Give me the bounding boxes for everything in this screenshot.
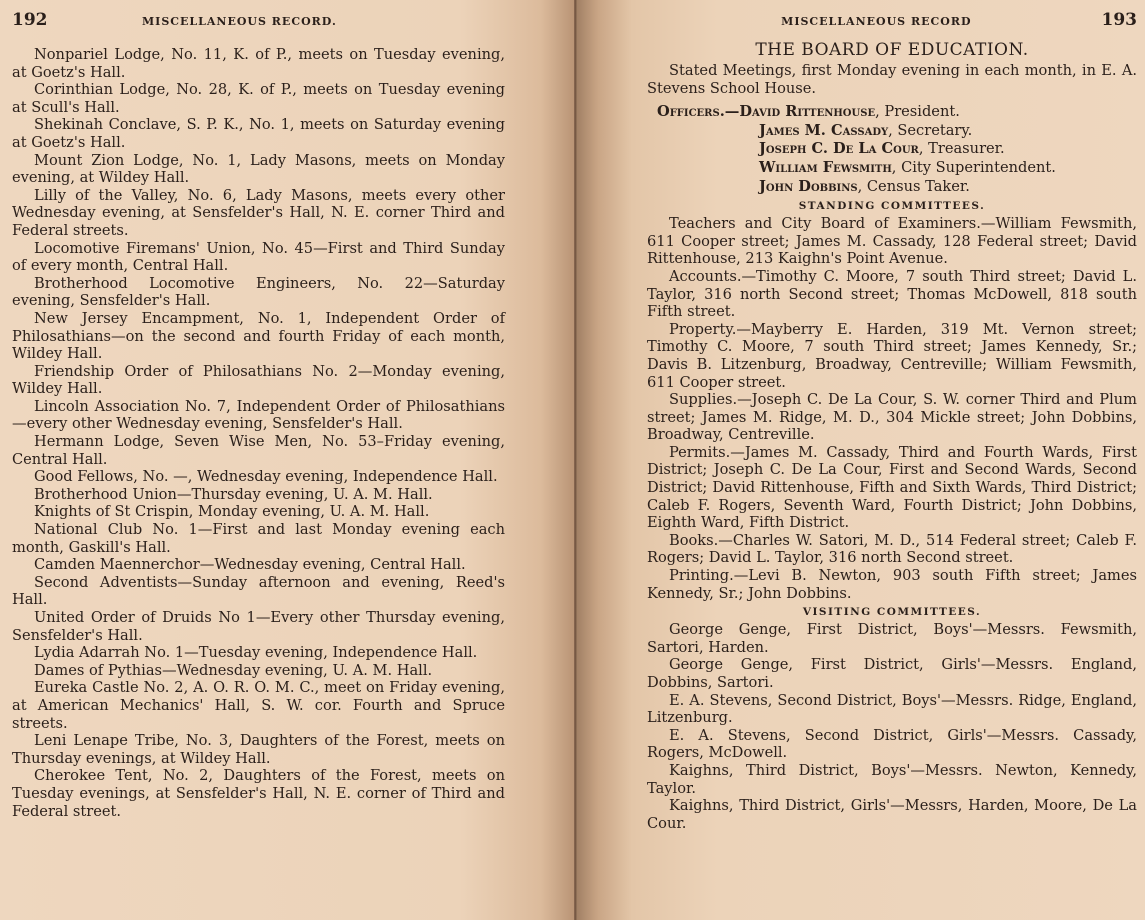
section-title: THE BOARD OF EDUCATION. <box>755 40 1029 60</box>
committee-entry: Books.—Charles W. Satori, M. D., 514 Federal street; Caleb F. Rogers; David L. Taylor, 316 north Second street. <box>647 531 1137 567</box>
society-entry: National Club No. 1—First and last Monday evening each month, Gaskill's Hall. <box>12 521 505 556</box>
standing-committees-list <box>647 215 1137 602</box>
visiting-entry: E. A. Stevens, Second District, Boys'—Messrs. Ridge, England, Litzenburg. <box>647 691 1137 727</box>
book-gutter <box>574 0 577 920</box>
standing-committees-heading: STANDING COMMITTEES. <box>798 200 986 213</box>
right-page-number: 193 <box>1101 10 1137 30</box>
society-entry: Cherokee Tent, No. 2, Daughters of the Forest, meets on Tuesday evenings, at Sensfelder's Hall, N. E. corner of Third and Federal street. <box>12 767 505 820</box>
society-entry: Hermann Lodge, Seven Wise Men, No. 53–Friday evening, Central Hall. <box>12 433 505 468</box>
committee-entry: Permits.—James M. Cassady, Third and Fourth Wards, First District; Joseph C. De La Cour, First and Second Wards, Second District; David Rittenhouse, Fifth and Sixth Wards, Third District; Caleb F. Rogers, Seventh Ward, Fourth District; John Dobbins, Eighth Ward, Fifth District. <box>647 443 1137 532</box>
left-running-head <box>12 10 505 36</box>
officer-name: William Fewsmith <box>759 158 892 176</box>
left-page-number: 192 <box>12 10 48 30</box>
visiting-entry: George Genge, First District, Girls'—Messrs. England, Dobbins, Sartori. <box>647 656 1137 691</box>
officer-name: David Rittenhouse <box>739 103 876 121</box>
right-running-head <box>647 10 1137 36</box>
committee-entry: Printing.—Levi B. Newton, 903 south Fifth street; James Kennedy, Sr.; John Dobbins. <box>647 567 1137 602</box>
visiting-entry: E. A. Stevens, Second District, Girls'—Messrs. Cassady, Rogers, McDowell. <box>647 726 1137 762</box>
officers-label: Officers.— <box>657 103 740 121</box>
society-entry: Good Fellows, No. —, Wednesday evening, Independence Hall. <box>34 468 498 486</box>
visiting-entry: George Genge, First District, Boys'—Messrs. Fewsmith, Sartori, Harden. <box>647 621 1137 656</box>
society-entry: Leni Lenape Tribe, No. 3, Daughters of the Forest, meets on Thursday evenings, at Wildey Hall. <box>12 732 505 767</box>
officer-row <box>647 103 1137 122</box>
society-entry: Knights of St Crispin, Monday evening, U. A. M. Hall. <box>34 503 430 521</box>
left-running-title: MISCELLANEOUS RECORD. <box>142 15 337 28</box>
stated-meetings-block <box>647 62 1137 97</box>
committee-entry: Property.—Mayberry E. Harden, 319 Mt. Vernon street; Timothy C. Moore, 7 south Third street; James Kennedy, Sr.; Davis B. Litzenburg, Broadway, Centreville; William Fewsmith, 611 Cooper street. <box>647 320 1137 391</box>
society-entry: Friendship Order of Philosathians No. 2—Monday evening, Wildey Hall. <box>12 362 505 398</box>
officer-role: , Treasurer. <box>918 140 1005 158</box>
officer-row <box>647 140 1137 159</box>
officer-role: , City Superintendent. <box>891 158 1056 176</box>
visiting-entry: Kaighns, Third District, Girls'—Messrs, Harden, Moore, De La Cour. <box>647 797 1137 832</box>
society-entry: Mount Zion Lodge, No. 1, Lady Masons, meets on Monday evening, at Wildey Hall. <box>12 151 505 187</box>
committee-entry: Accounts.—Timothy C. Moore, 7 south Third street; David L. Taylor, 316 north Second street; Thomas McDowell, 818 south Fifth street. <box>647 267 1137 321</box>
society-entry: Shekinah Conclave, S. P. K., No. 1, meets on Saturday evening at Goetz's Hall. <box>12 116 505 151</box>
society-entry: Camden Maennerchor—Wednesday evening, Central Hall. <box>34 556 466 574</box>
officers-list <box>647 103 1137 196</box>
visiting-committees-heading: VISITING COMMITTEES. <box>802 606 982 619</box>
society-entry: Lincoln Association No. 7, Independent Order of Philosathians—every other Wednesday evening, Sensfelder's Hall. <box>12 397 505 433</box>
visiting-committees-list <box>647 621 1137 832</box>
society-entry: Corinthian Lodge, No. 28, K. of P., meets on Tuesday evening at Scull's Hall. <box>12 81 505 116</box>
society-entry: Nonpariel Lodge, No. 11, K. of P., meets on Tuesday evening, at Goetz's Hall. <box>12 46 505 81</box>
officer-row <box>647 178 1137 197</box>
officer-name: James M. Cassady <box>759 121 889 139</box>
right-running-title: MISCELLANEOUS RECORD <box>781 15 972 28</box>
society-entry: Brotherhood Union—Thursday evening, U. A. M. Hall. <box>34 485 433 503</box>
officer-row <box>647 122 1137 141</box>
officer-name: Joseph C. De La Cour <box>759 140 919 158</box>
committee-entry: Supplies.—Joseph C. De La Cour, S. W. corner Third and Plum street; James M. Ridge, M. D., 304 Mickle street; John Dobbins, Broadway, Centreville. <box>647 391 1137 444</box>
society-entry: Second Adventists—Sunday afternoon and evening, Reed's Hall. <box>12 573 505 609</box>
society-entry: Locomotive Firemans' Union, No. 45—First and Third Sunday of every month, Central Hall. <box>12 239 505 275</box>
visiting-entry: Kaighns, Third District, Boys'—Messrs. Newton, Kennedy, Taylor. <box>647 761 1137 797</box>
society-entry: Dames of Pythias—Wednesday evening, U. A. M. Hall. <box>34 661 433 679</box>
society-list <box>12 46 505 820</box>
committee-entry: Teachers and City Board of Examiners.—William Fewsmith, 611 Cooper street; James M. Cassady, 128 Federal street; David Rittenhouse, 213 Kaighn's Point Avenue. <box>647 215 1137 268</box>
society-entry: Brotherhood Locomotive Engineers, No. 22—Saturday evening, Sensfelder's Hall. <box>12 274 505 310</box>
officer-name: John Dobbins <box>759 177 858 195</box>
officer-role: , Census Taker. <box>857 177 970 195</box>
officer-role: , Secretary. <box>888 121 973 139</box>
right-page <box>575 0 1145 920</box>
society-entry: Lydia Adarrah No. 1—Tuesday evening, Independence Hall. <box>34 644 478 662</box>
society-entry: Eureka Castle No. 2, A. O. R. O. M. C., meet on Friday evening, at American Mechanics' Hall, S. W. cor. Fourth and Spruce streets. <box>12 679 505 732</box>
society-entry: Lilly of the Valley, No. 6, Lady Masons, meets every other Wednesday evening, at Sensfelder's Hall, N. E. corner Third and Federal streets. <box>12 186 505 239</box>
society-entry: United Order of Druids No 1—Every other Thursday evening, Sensfelder's Hall. <box>12 609 505 644</box>
officer-row <box>647 159 1137 178</box>
officer-role: , President. <box>875 103 960 121</box>
society-entry: New Jersey Encampment, No. 1, Independent Order of Philosathians—on the second and fourth Friday of each month, Wildey Hall. <box>12 309 505 363</box>
stated-meetings: Stated Meetings, first Monday evening in each month, in E. A. Stevens School House. <box>647 62 1137 97</box>
